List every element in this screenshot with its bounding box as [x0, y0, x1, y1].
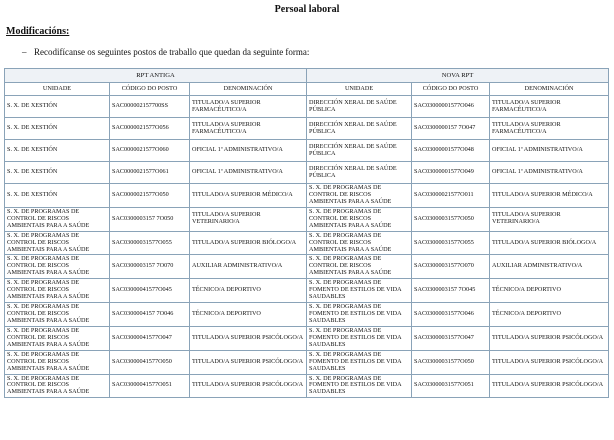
rpt-table	[4, 68, 609, 398]
column-header: CÓDIGO DO POSTO	[412, 83, 490, 96]
old-unit-cell: S. X. DE XESTIÓN	[5, 140, 110, 162]
page-title: Persoal laboral	[274, 4, 340, 15]
new-code-cell: SAC03000031577O070	[412, 255, 490, 279]
new-name-cell: TITULADO/A SUPERIOR BIÓLOGO/A	[490, 231, 609, 255]
table-row	[5, 303, 609, 327]
new-name-cell: TITULADO/A SUPERIOR PSICÓLOGO/A	[490, 326, 609, 350]
old-name-cell: TITULADO/A SUPERIOR BIÓLOGO/A	[190, 231, 307, 255]
table-row	[5, 350, 609, 374]
new-name-cell: OFICIAL 1ª ADMINISTRATIVO/A	[490, 140, 609, 162]
old-unit-cell: S. X. DE PROGRAMAS DE CONTROL DE RISCOS AMBIENTAIS PARA A SAÚDE	[5, 326, 110, 350]
new-code-cell: SAC03000031577O050	[412, 350, 490, 374]
old-name-cell: OFICIAL 1ª ADMINISTRATIVO/A	[190, 162, 307, 184]
new-name-cell: TITULADO/A SUPERIOR PSICÓLOGO/A	[490, 350, 609, 374]
new-code-cell: SAC0300003157 7O045	[412, 279, 490, 303]
new-name-cell: AUXILIAR ADMINISTRATIVO/A	[490, 255, 609, 279]
new-code-cell: SAC03000031577O046	[412, 303, 490, 327]
old-name-cell: TITULADO/A SUPERIOR FARMACÉUTICO/A	[190, 96, 307, 118]
new-unit-cell: DIRECCIÓN XERAL DE SAÚDE PÚBLICA	[307, 118, 412, 140]
old-unit-cell: S. X. DE PROGRAMAS DE CONTROL DE RISCOS AMBIENTAIS PARA A SAÚDE	[5, 255, 110, 279]
table-row	[5, 255, 609, 279]
table-row	[5, 184, 609, 208]
new-name-cell: TITULADO/A SUPERIOR FARMACÉUTICO/A	[490, 118, 609, 140]
new-code-cell: SAC03000001577O049	[412, 162, 490, 184]
old-name-cell: AUXILIAR ADMINISTRATIVO/A	[190, 255, 307, 279]
column-header-row	[5, 83, 609, 96]
old-unit-cell: S. X. DE XESTIÓN	[5, 96, 110, 118]
old-code-cell: SAC0000021577O050	[110, 184, 190, 208]
old-code-cell: SAC03000041577O051	[110, 374, 190, 398]
old-unit-cell: S. X. DE PROGRAMAS DE CONTROL DE RISCOS AMBIENTAIS PARA A SAÚDE	[5, 207, 110, 231]
column-header: CÓDIGO DO POSTO	[110, 83, 190, 96]
column-header: UNIDADE	[307, 83, 412, 96]
group-header-new: NOVA RPT	[307, 69, 609, 83]
new-unit-cell: S. X. DE PROGRAMAS DE FOMENTO DE ESTILOS DE VIDA SAUDABLES	[307, 279, 412, 303]
new-code-cell: SAC03000021577O011	[412, 184, 490, 208]
new-unit-cell: DIRECCIÓN XERAL DE SAÚDE PÚBLICA	[307, 162, 412, 184]
old-name-cell: TITULADO/A SUPERIOR FARMACÉUTICO/A	[190, 118, 307, 140]
new-code-cell: SAC03000001577O046	[412, 96, 490, 118]
old-name-cell: TÉCNICO/A DEPORTIVO	[190, 303, 307, 327]
new-code-cell: SAC03000031577O051	[412, 374, 490, 398]
old-name-cell: TITULADO/A SUPERIOR MÉDICO/A	[190, 184, 307, 208]
group-header-row	[5, 69, 609, 83]
new-unit-cell: S. X. DE PROGRAMAS DE FOMENTO DE ESTILOS DE VIDA SAUDABLES	[307, 303, 412, 327]
old-name-cell: TITULADO/A SUPERIOR PSICÓLOGO/A	[190, 374, 307, 398]
group-header-old: RPT ANTIGA	[5, 69, 307, 83]
old-code-cell: SAC03000031577O055	[110, 231, 190, 255]
modifications-heading: Modificacións:	[6, 26, 70, 37]
table-row	[5, 231, 609, 255]
new-name-cell: TITULADO/A SUPERIOR MÉDICO/A	[490, 184, 609, 208]
column-header: DENOMINACIÓN	[490, 83, 609, 96]
old-name-cell: TÉCNICO/A DEPORTIVO	[190, 279, 307, 303]
new-unit-cell: S. X. DE PROGRAMAS DE FOMENTO DE ESTILOS DE VIDA SAUDABLES	[307, 374, 412, 398]
old-unit-cell: S. X. DE PROGRAMAS DE CONTROL DE RISCOS AMBIENTAIS PARA A SAÚDE	[5, 374, 110, 398]
new-unit-cell: S. X. DE PROGRAMAS DE CONTROL DE RISCOS AMBIENTAIS PARA A SAÚDE	[307, 255, 412, 279]
table-row	[5, 162, 609, 184]
old-name-cell: TITULADO/A SUPERIOR PSICÓLOGO/A	[190, 350, 307, 374]
new-code-cell: SAC0300000157 7O047	[412, 118, 490, 140]
table-row	[5, 118, 609, 140]
new-name-cell: TITULADO/A SUPERIOR VETERINARIO/A	[490, 207, 609, 231]
old-code-cell: SAC0000021577O061	[110, 162, 190, 184]
new-unit-cell: S. X. DE PROGRAMAS DE FOMENTO DE ESTILOS DE VIDA SAUDABLES	[307, 326, 412, 350]
old-code-cell: SAC03000041577O050	[110, 350, 190, 374]
old-name-cell: TITULADO/A SUPERIOR VETERINARIO/A	[190, 207, 307, 231]
new-unit-cell: DIRECCIÓN XERAL DE SAÚDE PÚBLICA	[307, 96, 412, 118]
old-code-cell: SAC0000021577O056	[110, 118, 190, 140]
table-row	[5, 326, 609, 350]
old-code-cell: SAC000002157700SS	[110, 96, 190, 118]
new-unit-cell: S. X. DE PROGRAMAS DE FOMENTO DE ESTILOS DE VIDA SAUDABLES	[307, 350, 412, 374]
new-name-cell: OFICIAL 1ª ADMINISTRATIVO/A	[490, 162, 609, 184]
new-unit-cell: S. X. DE PROGRAMAS DE CONTROL DE RISCOS AMBIENTAIS PARA A SAÚDE	[307, 184, 412, 208]
table-row	[5, 207, 609, 231]
new-name-cell: TITULADO/A SUPERIOR PSICÓLOGO/A	[490, 374, 609, 398]
list-dash: –	[22, 47, 27, 57]
intro-text: Recodifícanse os seguintes postos de traballo que quedan da seguinte forma:	[34, 47, 310, 57]
old-code-cell: SAC0300003157 7O070	[110, 255, 190, 279]
new-name-cell: TÉCNICO/A DEPORTIVO	[490, 303, 609, 327]
old-unit-cell: S. X. DE PROGRAMAS DE CONTROL DE RISCOS AMBIENTAIS PARA A SAÚDE	[5, 279, 110, 303]
old-unit-cell: S. X. DE XESTIÓN	[5, 162, 110, 184]
new-code-cell: SAC03000031577O050	[412, 207, 490, 231]
old-unit-cell: S. X. DE PROGRAMAS DE CONTROL DE RISCOS AMBIENTAIS PARA A SAÚDE	[5, 231, 110, 255]
old-code-cell: SAC0300003157 7O050	[110, 207, 190, 231]
new-unit-cell: S. X. DE PROGRAMAS DE CONTROL DE RISCOS AMBIENTAIS PARA A SAÚDE	[307, 231, 412, 255]
old-code-cell: SAC0000021577O060	[110, 140, 190, 162]
old-unit-cell: S. X. DE XESTIÓN	[5, 118, 110, 140]
column-header: UNIDADE	[5, 83, 110, 96]
old-code-cell: SAC03000041577O045	[110, 279, 190, 303]
old-unit-cell: S. X. DE XESTIÓN	[5, 184, 110, 208]
column-header: DENOMINACIÓN	[190, 83, 307, 96]
table-row	[5, 140, 609, 162]
new-code-cell: SAC03000001577O048	[412, 140, 490, 162]
intro-paragraph	[22, 47, 309, 57]
old-name-cell: OFICIAL 1ª ADMINISTRATIVO/A	[190, 140, 307, 162]
old-name-cell: TITULADO/A SUPERIOR PSICÓLOGO/A	[190, 326, 307, 350]
new-name-cell: TÉCNICO/A DEPORTIVO	[490, 279, 609, 303]
table-row	[5, 374, 609, 398]
old-unit-cell: S. X. DE PROGRAMAS DE CONTROL DE RISCOS AMBIENTAIS PARA A SAÚDE	[5, 303, 110, 327]
old-code-cell: SAC0300004157 7O046	[110, 303, 190, 327]
new-code-cell: SAC03000031577O047	[412, 326, 490, 350]
new-name-cell: TITULADO/A SUPERIOR FARMACÉUTICO/A	[490, 96, 609, 118]
new-unit-cell: DIRECCIÓN XERAL DE SAÚDE PÚBLICA	[307, 140, 412, 162]
old-unit-cell: S. X. DE PROGRAMAS DE CONTROL DE RISCOS AMBIENTAIS PARA A SAÚDE	[5, 350, 110, 374]
new-code-cell: SAC03000031577O055	[412, 231, 490, 255]
old-code-cell: SAC03000041577O047	[110, 326, 190, 350]
new-unit-cell: S. X. DE PROGRAMAS DE CONTROL DE RISCOS AMBIENTAIS PARA A SAÚDE	[307, 207, 412, 231]
table-row	[5, 279, 609, 303]
table-row	[5, 96, 609, 118]
